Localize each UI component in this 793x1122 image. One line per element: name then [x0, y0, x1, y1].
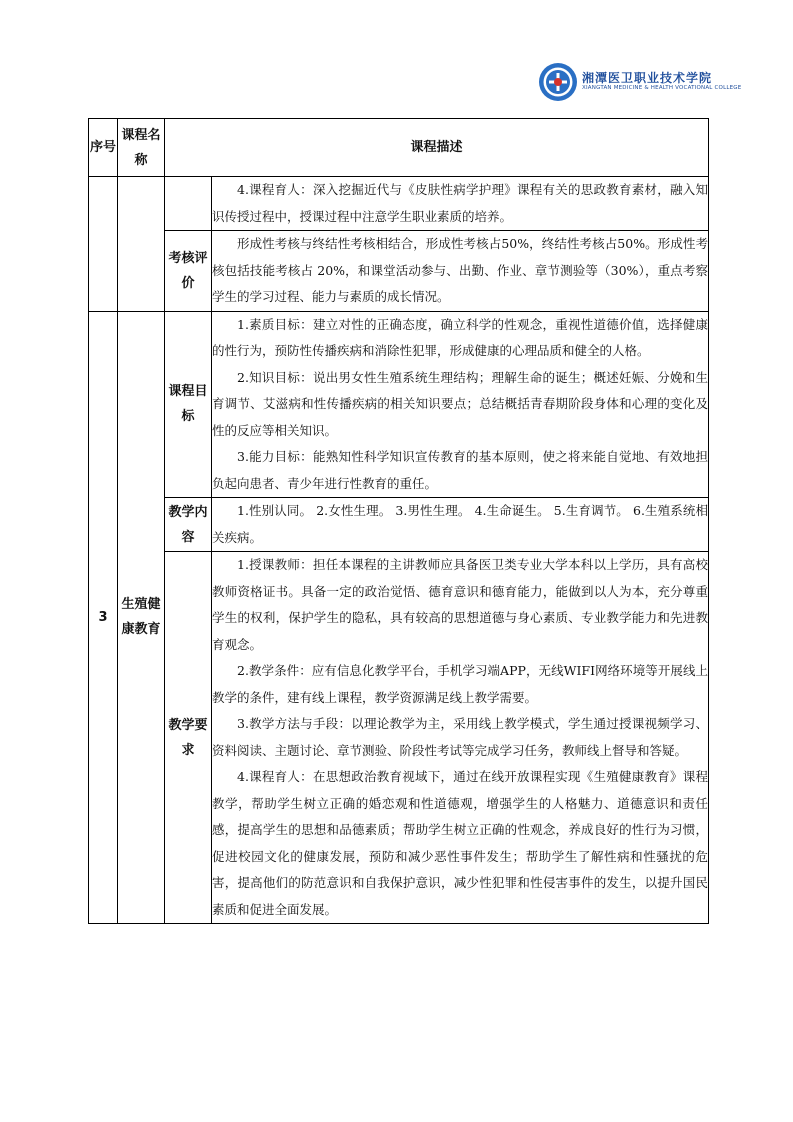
goal-paragraph: 3.能力目标：能熟知性科学知识宣传教育的基本原则，使之将来能自觉地、有效地担负起向患者、青少年进行性教育的重任。: [212, 449, 709, 491]
course-name-cell-continued: [118, 177, 165, 312]
assessment-paragraph: 形成性考核与终结性考核相结合，形成性考核占50%，终结性考核占50%。形成性考核包括技能考核占 20%，和课堂活动参与、出勤、作业、章节测验等（30%），重点考察学生的学习过程、能力与素质的成长情况。: [212, 236, 709, 304]
table-row: [89, 177, 709, 231]
school-seal-icon: [538, 62, 578, 102]
requirements-label: 教学要求: [165, 552, 212, 924]
course-name: 生殖健康教育: [118, 311, 165, 924]
requirement-paragraph: 1.授课教师：担任本课程的主讲教师应具备医卫类专业大学本科以上学历，具有高校教师资格证书。具备一定的政治觉悟、德育意识和德育能力，能做到以人为本，充分尊重学生的权利，保护学生的隐私，具有较高的思想道德与身心素质、专业教学能力和先进教育观念。: [212, 557, 709, 652]
table-row: [89, 552, 709, 924]
description-cell: [212, 552, 709, 924]
table-row: [89, 231, 709, 312]
goals-label: 课程目标: [165, 311, 212, 498]
table-header-row: [89, 119, 709, 177]
requirement-paragraph: 2.教学条件：应有信息化教学平台，手机学习端APP，无线WIFI网络环境等开展线上教学的条件，建有线上课程，教学资源满足线上教学需要。: [212, 663, 709, 705]
content-label: 教学内容: [165, 498, 212, 552]
number-cell-continued: [89, 177, 118, 312]
content-paragraph: 1.性别认同。 2.女性生理。 3.男性生理。 4.生命诞生。 5.生育调节。 6.生殖系统相关疾病。: [212, 503, 709, 545]
school-name-english: XIANGTAN MEDICINE & HEALTH VOCATIONAL COLLEGE: [582, 85, 742, 91]
school-name: 湘潭医卫职业技术学院: [582, 71, 713, 85]
header-course-description: 课程描述: [165, 119, 709, 177]
description-cell: [212, 311, 709, 498]
header-number: 序号: [89, 119, 118, 177]
course-table: [88, 118, 709, 924]
goal-paragraph: 1.素质目标：建立对性的正确态度，确立科学的性观念，重视性道德价值，选择健康的性行为，预防性传播疾病和消除性犯罪，形成健康的心理品质和健全的人格。: [212, 316, 709, 358]
school-logo: [538, 62, 742, 102]
requirement-paragraph: 3.教学方法与手段：以理论教学为主，采用线上教学模式，学生通过授课视频学习、资料阅读、主题讨论、章节测验、阶段性考试等完成学习任务，教师线上督导和答疑。: [212, 716, 709, 758]
goal-paragraph: 2.知识目标：说出男女性生殖系统生理结构；理解生命的诞生；概述妊娠、分娩和生育调节、艾滋病和性传播疾病的相关知识要点；总结概括青春期阶段身体和心理的变化及性的反应等相关知识。: [212, 369, 709, 438]
label-cell-continued: [165, 177, 212, 231]
description-cell: [212, 498, 709, 552]
requirement-paragraph: 4.课程育人：在思想政治教育视域下，通过在线开放课程实现《生殖健康教育》课程教学，帮助学生树立正确的婚恋观和性道德观，增强学生的人格魅力、道德意识和责任感，提高学生的思想和品德素质；帮助学生树立正确的性观念，养成良好的性行为习惯，促进校园文化的健康发展，预防和减少恶性事件发生；帮助学生了解性病和性骚扰的危害，提高他们的防范意识和自我保护意识，减少性犯罪和性侵害事件的发生，以提升国民素质和促进全面发展。: [212, 769, 709, 917]
table-row: [89, 311, 709, 498]
description-cell: [212, 177, 709, 231]
table-row: [89, 498, 709, 552]
education-paragraph: 4.课程育人：深入挖掘近代与《皮肤性病学护理》课程有关的思政教育素材，融入知识传授过程中，授课过程中注意学生职业素质的培养。: [212, 182, 709, 224]
row-number: 3: [89, 311, 118, 924]
header-course-name: 课程名称: [118, 119, 165, 177]
description-cell: [212, 231, 709, 312]
assessment-label: 考核评价: [165, 231, 212, 312]
